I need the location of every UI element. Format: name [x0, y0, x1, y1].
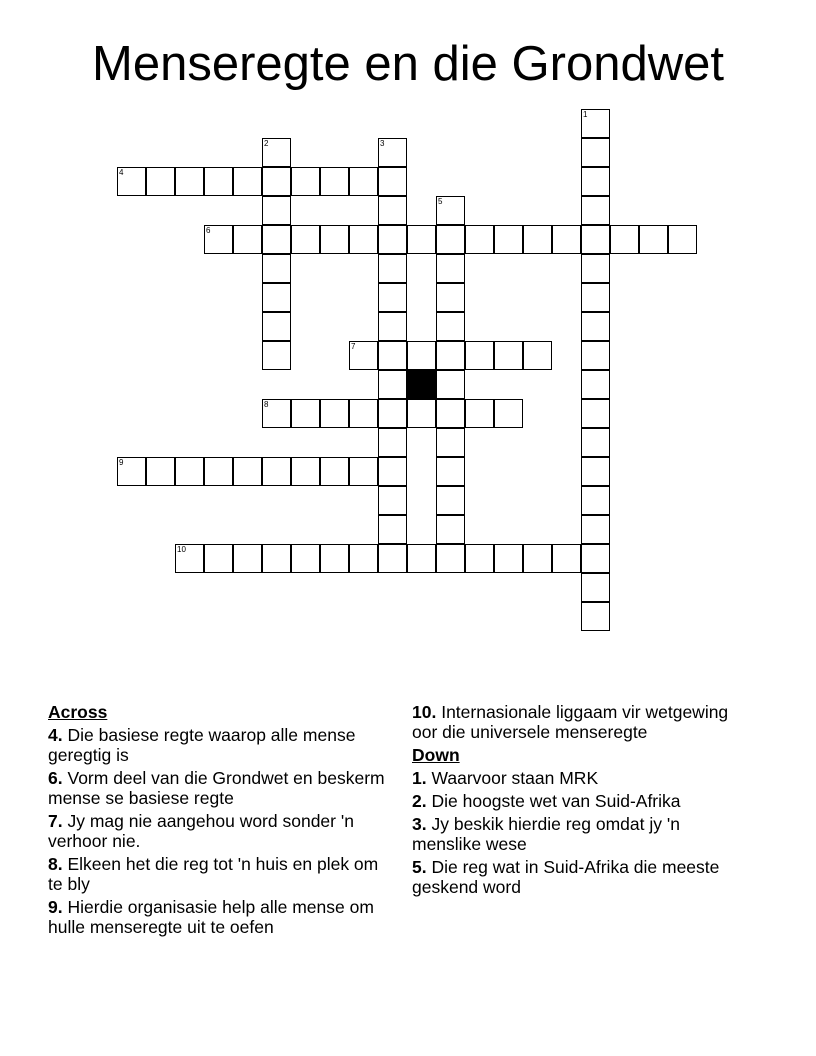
clue-text: Jy mag nie aangehou word sonder 'n verhoor nie.	[48, 811, 354, 851]
cell-number: 10	[177, 545, 186, 554]
grid-cell[interactable]	[436, 283, 465, 312]
clue-down-2	[412, 791, 752, 811]
grid-cell[interactable]	[581, 283, 610, 312]
grid-cell[interactable]	[320, 225, 349, 254]
grid-cell[interactable]	[378, 167, 407, 196]
grid-cell[interactable]	[262, 544, 291, 573]
grid-cell[interactable]	[610, 225, 639, 254]
grid-cell[interactable]	[436, 428, 465, 457]
clue-text: Die basiese regte waarop alle mense geregtig is	[48, 725, 356, 765]
grid-cell[interactable]	[436, 225, 465, 254]
grid-cell[interactable]	[204, 544, 233, 573]
cell-number: 9	[119, 458, 124, 467]
grid-cell[interactable]	[378, 486, 407, 515]
grid-cell[interactable]	[407, 341, 436, 370]
clues-right-column	[412, 702, 752, 900]
grid-cell[interactable]	[465, 399, 494, 428]
clue-text: Elkeen het die reg tot 'n huis en plek om te bly	[48, 854, 379, 894]
across-heading: Across	[48, 702, 108, 722]
grid-cell[interactable]	[320, 167, 349, 196]
clue-across-8	[48, 854, 388, 894]
grid-cell[interactable]	[117, 457, 146, 486]
grid-cell[interactable]	[581, 109, 610, 138]
grid-cell[interactable]	[581, 573, 610, 602]
grid-cell[interactable]	[175, 544, 204, 573]
clues-left-column	[48, 702, 388, 940]
grid-cell[interactable]	[291, 399, 320, 428]
clue-text: Hierdie organisasie help alle mense om hulle menseregte uit te oefen	[48, 897, 374, 937]
grid-cell[interactable]	[581, 254, 610, 283]
grid-cell[interactable]	[233, 167, 262, 196]
grid-cell[interactable]	[262, 312, 291, 341]
clue-number: 6.	[48, 768, 63, 788]
grid-cell[interactable]	[349, 399, 378, 428]
grid-cell[interactable]	[349, 225, 378, 254]
grid-cell[interactable]	[262, 167, 291, 196]
grid-cell[interactable]	[436, 399, 465, 428]
clue-down-3	[412, 814, 752, 854]
grid-cell[interactable]	[349, 341, 378, 370]
clue-text: Vorm deel van die Grondwet en beskerm mense se basiese regte	[48, 768, 385, 808]
grid-cell[interactable]	[523, 225, 552, 254]
grid-cell[interactable]	[407, 399, 436, 428]
grid-cell[interactable]	[436, 486, 465, 515]
grid-cell[interactable]	[262, 399, 291, 428]
grid-cell[interactable]	[378, 399, 407, 428]
grid-cell[interactable]	[320, 544, 349, 573]
grid-cell[interactable]	[349, 167, 378, 196]
clue-number: 1.	[412, 768, 427, 788]
grid-cell[interactable]	[552, 225, 581, 254]
cell-number: 6	[206, 226, 211, 235]
clue-across-10	[412, 702, 752, 742]
grid-cell[interactable]	[291, 457, 320, 486]
grid-cell[interactable]	[436, 457, 465, 486]
grid-cell[interactable]	[378, 283, 407, 312]
grid-cell[interactable]	[436, 196, 465, 225]
grid-cell[interactable]	[291, 167, 320, 196]
grid-cell[interactable]	[581, 399, 610, 428]
grid-cell[interactable]	[291, 225, 320, 254]
grid-cell[interactable]	[349, 544, 378, 573]
clue-number: 3.	[412, 814, 427, 834]
grid-cell[interactable]	[262, 254, 291, 283]
grid-cell[interactable]	[233, 457, 262, 486]
puzzle-title: Menseregte en die Grondwet	[92, 37, 724, 91]
grid-cell[interactable]	[581, 196, 610, 225]
grid-cell[interactable]	[465, 341, 494, 370]
grid-cell[interactable]	[175, 167, 204, 196]
grid-cell[interactable]	[378, 225, 407, 254]
grid-cell[interactable]	[494, 341, 523, 370]
clue-down-1	[412, 768, 752, 788]
grid-cell[interactable]	[552, 544, 581, 573]
grid-cell[interactable]	[581, 486, 610, 515]
grid-cell[interactable]	[668, 225, 697, 254]
grid-cell[interactable]	[581, 544, 610, 573]
grid-cell[interactable]	[117, 167, 146, 196]
grid-cell[interactable]	[204, 167, 233, 196]
grid-cell[interactable]	[407, 225, 436, 254]
grid-cell[interactable]	[581, 167, 610, 196]
clue-number: 7.	[48, 811, 63, 831]
clue-text: Die reg wat in Suid-Afrika die meeste geskend word	[412, 857, 720, 897]
cell-number: 7	[351, 342, 356, 351]
grid-cell[interactable]	[581, 370, 610, 399]
grid-cell[interactable]	[436, 515, 465, 544]
grid-cell[interactable]	[146, 167, 175, 196]
grid-cell[interactable]	[523, 544, 552, 573]
grid-cell[interactable]	[378, 254, 407, 283]
grid-cell[interactable]	[233, 225, 262, 254]
clue-text: Internasionale liggaam vir wetgewing oor die universele menseregte	[412, 702, 729, 742]
grid-cell[interactable]	[436, 341, 465, 370]
clue-number: 2.	[412, 791, 427, 811]
clue-number: 9.	[48, 897, 63, 917]
grid-cell[interactable]	[581, 138, 610, 167]
grid-cell[interactable]	[436, 370, 465, 399]
clue-text: Die hoogste wet van Suid-Afrika	[431, 791, 681, 811]
grid-cell[interactable]	[436, 254, 465, 283]
cell-number: 1	[583, 110, 588, 119]
grid-cell[interactable]	[320, 457, 349, 486]
grid-cell[interactable]	[494, 544, 523, 573]
cell-number: 4	[119, 168, 124, 177]
grid-cell[interactable]	[581, 312, 610, 341]
grid-cell[interactable]	[581, 457, 610, 486]
clue-across-9	[48, 897, 388, 937]
black-cell	[407, 370, 436, 399]
grid-cell[interactable]	[436, 312, 465, 341]
grid-cell[interactable]	[262, 196, 291, 225]
grid-cell[interactable]	[581, 341, 610, 370]
grid-cell[interactable]	[581, 428, 610, 457]
clue-number: 5.	[412, 857, 427, 877]
clue-down-5	[412, 857, 752, 897]
grid-cell[interactable]	[262, 283, 291, 312]
grid-cell[interactable]	[262, 138, 291, 167]
grid-cell[interactable]	[378, 544, 407, 573]
clue-across-7	[48, 811, 388, 851]
clue-across-4	[48, 725, 388, 765]
grid-cell[interactable]	[233, 544, 262, 573]
grid-cell[interactable]	[523, 341, 552, 370]
cell-number: 2	[264, 139, 269, 148]
grid-cell[interactable]	[146, 457, 175, 486]
grid-cell[interactable]	[494, 225, 523, 254]
grid-cell[interactable]	[436, 544, 465, 573]
down-heading: Down	[412, 745, 460, 765]
grid-cell[interactable]	[378, 370, 407, 399]
grid-cell[interactable]	[320, 399, 349, 428]
grid-cell[interactable]	[465, 544, 494, 573]
grid-cell[interactable]	[378, 312, 407, 341]
grid-cell[interactable]	[262, 457, 291, 486]
clue-across-6	[48, 768, 388, 808]
grid-cell[interactable]	[581, 225, 610, 254]
grid-cell[interactable]	[349, 457, 378, 486]
grid-cell[interactable]	[581, 515, 610, 544]
clue-text: Jy beskik hierdie reg omdat jy 'n menslike wese	[412, 814, 680, 854]
grid-cell[interactable]	[378, 457, 407, 486]
grid-cell[interactable]	[494, 399, 523, 428]
grid-cell[interactable]	[378, 138, 407, 167]
clue-number: 8.	[48, 854, 63, 874]
grid-cell[interactable]	[204, 225, 233, 254]
grid-cell[interactable]	[204, 457, 233, 486]
grid-cell[interactable]	[378, 341, 407, 370]
grid-cell[interactable]	[581, 602, 610, 631]
grid-cell[interactable]	[378, 515, 407, 544]
grid-cell[interactable]	[465, 225, 494, 254]
grid-cell[interactable]	[378, 196, 407, 225]
clue-text: Waarvoor staan MRK	[431, 768, 599, 788]
grid-cell[interactable]	[639, 225, 668, 254]
grid-cell[interactable]	[378, 428, 407, 457]
grid-cell[interactable]	[262, 341, 291, 370]
grid-cell[interactable]	[407, 544, 436, 573]
clue-number: 4.	[48, 725, 63, 745]
cell-number: 5	[438, 197, 443, 206]
grid-cell[interactable]	[175, 457, 204, 486]
grid-cell[interactable]	[262, 225, 291, 254]
cell-number: 3	[380, 139, 385, 148]
cell-number: 8	[264, 400, 269, 409]
grid-cell[interactable]	[291, 544, 320, 573]
clue-number: 10.	[412, 702, 437, 722]
